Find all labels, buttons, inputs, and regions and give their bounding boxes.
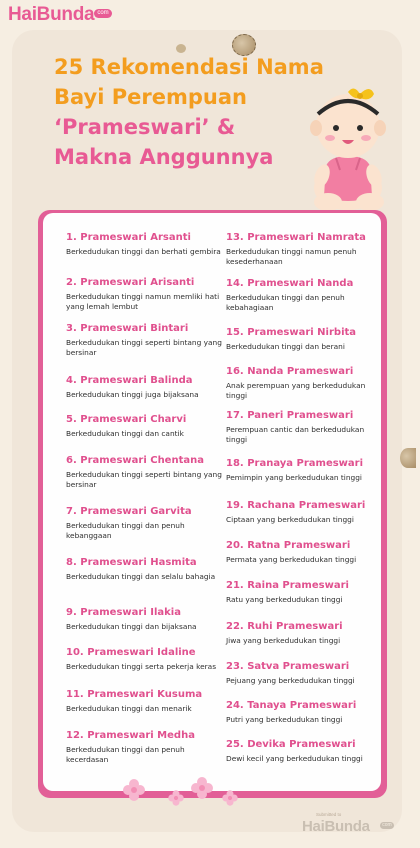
list-item xyxy=(66,276,222,312)
baby-name: 6. Prameswari Chentana xyxy=(66,455,204,466)
list-item xyxy=(226,499,382,525)
list-item xyxy=(66,505,222,541)
name-meaning: Berkedudukan tinggi dan penuh kecerdasan xyxy=(66,745,185,764)
name-meaning: Berkedudukan tinggi dan menarik xyxy=(66,704,192,713)
baby-name: 15. Prameswari Nirbita xyxy=(226,327,357,338)
baby-name: 20. Ratna Prameswari xyxy=(226,540,351,551)
baby-name: 17. Paneri Prameswari xyxy=(226,410,354,421)
name-meaning: Perempuan cantic dan berkedudukan tinggi xyxy=(226,425,365,444)
list-item xyxy=(66,688,222,714)
name-meaning: Berkedudukan tinggi dan bijaksana xyxy=(66,622,197,631)
name-meaning: Berkedudukan tinggi namun penuh kesederhanaan xyxy=(226,247,357,266)
baby-name: 9. Prameswari Ilakia xyxy=(66,607,181,618)
name-meaning: Jiwa yang berkedudukan tinggi xyxy=(226,636,341,645)
baby-name: 8. Prameswari Hasmita xyxy=(66,557,197,568)
list-item xyxy=(66,231,222,257)
list-item xyxy=(226,620,382,646)
baby-name: 4. Prameswari Balinda xyxy=(66,375,193,386)
baby-name: 12. Prameswari Medha xyxy=(66,730,195,741)
list-item xyxy=(226,277,382,313)
cookie-icon xyxy=(400,448,416,468)
list-item xyxy=(226,579,382,605)
title-line-4: Makna Anggunnya xyxy=(54,145,274,169)
list-item xyxy=(66,729,222,765)
footer-credit: Submitted to xyxy=(316,812,342,817)
baby-name: 19. Rachana Prameswari xyxy=(226,500,366,511)
baby-name: 3. Prameswari Bintari xyxy=(66,323,189,334)
footer-badge: com xyxy=(380,822,394,829)
name-meaning: Permata yang berkedudukan tinggi xyxy=(226,555,357,564)
brand-name: HaiBunda xyxy=(8,4,95,25)
flower-icon xyxy=(123,779,145,801)
list-item xyxy=(226,457,382,483)
baby-name: 24. Tanaya Prameswari xyxy=(226,700,357,711)
baby-name: 22. Ruhi Prameswari xyxy=(226,621,343,632)
names-list-panel xyxy=(43,213,381,791)
flower-icon xyxy=(191,777,213,799)
flower-icon xyxy=(168,790,183,805)
list-item xyxy=(66,646,222,672)
name-meaning: Anak perempuan yang berkedudukan tinggi xyxy=(226,381,366,400)
name-meaning: Berkedudukan tinggi dan cantik xyxy=(66,429,184,438)
name-meaning: Dewi kecil yang berkedudukan tinggi xyxy=(226,754,363,763)
name-meaning: Pejuang yang berkedudukan tinggi xyxy=(226,676,355,685)
name-meaning: Berkedudukan tinggi seperti bintang yang bersinar xyxy=(66,338,222,357)
name-meaning: Pemimpin yang berkedudukan tinggi xyxy=(226,473,362,482)
baby-name: 5. Prameswari Charvi xyxy=(66,414,187,425)
baby-name: 14. Prameswari Nanda xyxy=(226,278,354,289)
name-meaning: Berkedudukan tinggi dan berhati gembira xyxy=(66,247,221,256)
name-meaning: Berkedudukan tinggi namun memliki hati yang lemah lembut xyxy=(66,292,220,311)
list-item xyxy=(66,374,222,400)
list-item xyxy=(66,556,222,582)
baby-name: 16. Nanda Prameswari xyxy=(226,366,354,377)
name-meaning: Berkedudukan tinggi dan berani xyxy=(226,342,345,351)
baby-name: 23. Satva Prameswari xyxy=(226,661,350,672)
list-item xyxy=(226,660,382,686)
baby-illustration-icon xyxy=(300,84,394,216)
name-meaning: Berkedudukan tinggi serta pekerja keras xyxy=(66,662,217,671)
name-meaning: Ratu yang berkedudukan tinggi xyxy=(226,595,343,604)
title-line-1: 25 Rekomendasi Nama xyxy=(54,55,324,79)
flower-decoration xyxy=(118,776,248,810)
list-item xyxy=(66,454,222,490)
name-meaning: Berkedudukan tinggi dan penuh kebanggaan xyxy=(66,521,185,540)
list-item xyxy=(226,699,382,725)
list-item xyxy=(226,409,382,445)
list-item xyxy=(226,365,382,401)
list-item xyxy=(226,326,382,352)
list-item xyxy=(226,231,382,267)
footer-brand: HaiBunda xyxy=(302,818,370,835)
name-meaning: Berkedudukan tinggi dan selalu bahagia xyxy=(66,572,216,581)
title-line-2: Bayi Perempuan xyxy=(54,85,247,109)
baby-name: 21. Raina Prameswari xyxy=(226,580,349,591)
list-item xyxy=(226,738,382,764)
name-meaning: Berkedudukan tinggi seperti bintang yang bersinar xyxy=(66,470,222,489)
title-line-3: ‘Prameswari’ & xyxy=(54,115,236,139)
baby-name: 10. Prameswari Idaline xyxy=(66,647,196,658)
list-item xyxy=(66,322,222,358)
baby-name: 18. Pranaya Prameswari xyxy=(226,458,364,469)
baby-name: 1. Prameswari Arsanti xyxy=(66,232,191,243)
list-item xyxy=(66,606,222,632)
list-item xyxy=(226,539,382,565)
name-meaning: Putri yang berkedudukan tinggi xyxy=(226,715,343,724)
flower-icon xyxy=(222,790,237,805)
baby-name: 2. Prameswari Arisanti xyxy=(66,277,195,288)
baby-name: 7. Prameswari Garvita xyxy=(66,506,192,517)
baby-name: 11. Prameswari Kusuma xyxy=(66,689,203,700)
baby-name: 25. Devika Prameswari xyxy=(226,739,356,750)
name-meaning: Ciptaan yang berkedudukan tinggi xyxy=(226,515,354,524)
brand-badge: com xyxy=(94,9,112,18)
baby-name: 13. Prameswari Namrata xyxy=(226,232,366,243)
list-item xyxy=(66,413,222,439)
name-meaning: Berkedudukan tinggi juga bijaksana xyxy=(66,390,199,399)
name-meaning: Berkedudukan tinggi dan penuh kebahagiaan xyxy=(226,293,345,312)
